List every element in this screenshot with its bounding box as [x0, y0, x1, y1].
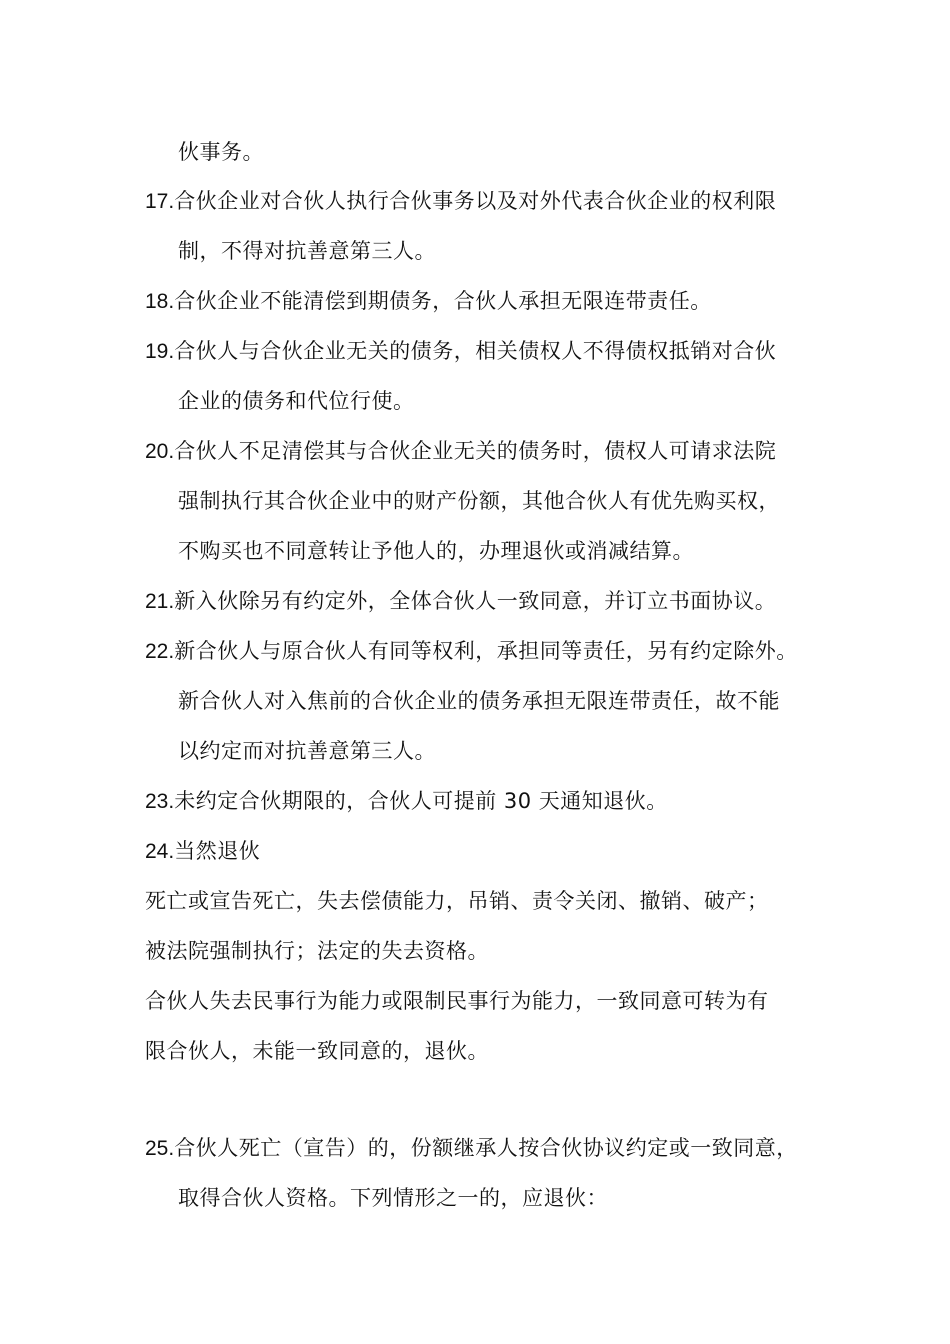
text-line: 以约定而对抗善意第三人。	[178, 739, 436, 763]
list-item-20: 20.合伙人不足清偿其与合伙企业无关的债务时，债权人可请求法院	[145, 439, 777, 463]
text-line: 伙事务。	[178, 140, 264, 164]
text-line: 制，不得对抗善意第三人。	[178, 239, 436, 263]
text-line: 取得合伙人资格。下列情形之一的，应退伙：	[178, 1186, 608, 1210]
text-line: 限合伙人，未能一致同意的，退伙。	[145, 1039, 489, 1063]
list-item-19: 19.合伙人与合伙企业无关的债务，相关债权人不得债权抵销对合伙	[145, 339, 777, 363]
text-line: 不购买也不同意转让予他人的，办理退伙或消减结算。	[178, 539, 694, 563]
list-item-25: 25.合伙人死亡（宣告）的，份额继承人按合伙协议约定或一致同意，	[145, 1136, 798, 1160]
list-item-17: 17.合伙企业对合伙人执行合伙事务以及对外代表合伙企业的权利限	[145, 189, 777, 213]
list-item-24: 24.当然退伙	[145, 839, 261, 863]
text-line: 合伙人失去民事行为能力或限制民事行为能力，一致同意可转为有	[145, 989, 769, 1013]
text-line: 新合伙人对入焦前的合伙企业的债务承担无限连带责任，故不能	[178, 689, 780, 713]
list-item-18: 18.合伙企业不能清偿到期债务，合伙人承担无限连带责任。	[145, 289, 712, 313]
list-item-23: 23.未约定合伙期限的，合伙人可提前 30 天通知退伙。	[145, 789, 668, 813]
list-item-22: 22.新合伙人与原合伙人有同等权利，承担同等责任，另有约定除外。	[145, 639, 798, 663]
list-item-21: 21.新入伙除另有约定外，全体合伙人一致同意，并订立书面协议。	[145, 589, 777, 613]
text-line: 被法院强制执行；法定的失去资格。	[145, 939, 489, 963]
text-line: 强制执行其合伙企业中的财产份额，其他合伙人有优先购买权，	[178, 489, 780, 513]
text-line: 死亡或宣告死亡，失去偿债能力，吊销、责令关闭、撤销、破产；	[145, 889, 769, 913]
text-line: 企业的债务和代位行使。	[178, 389, 415, 413]
